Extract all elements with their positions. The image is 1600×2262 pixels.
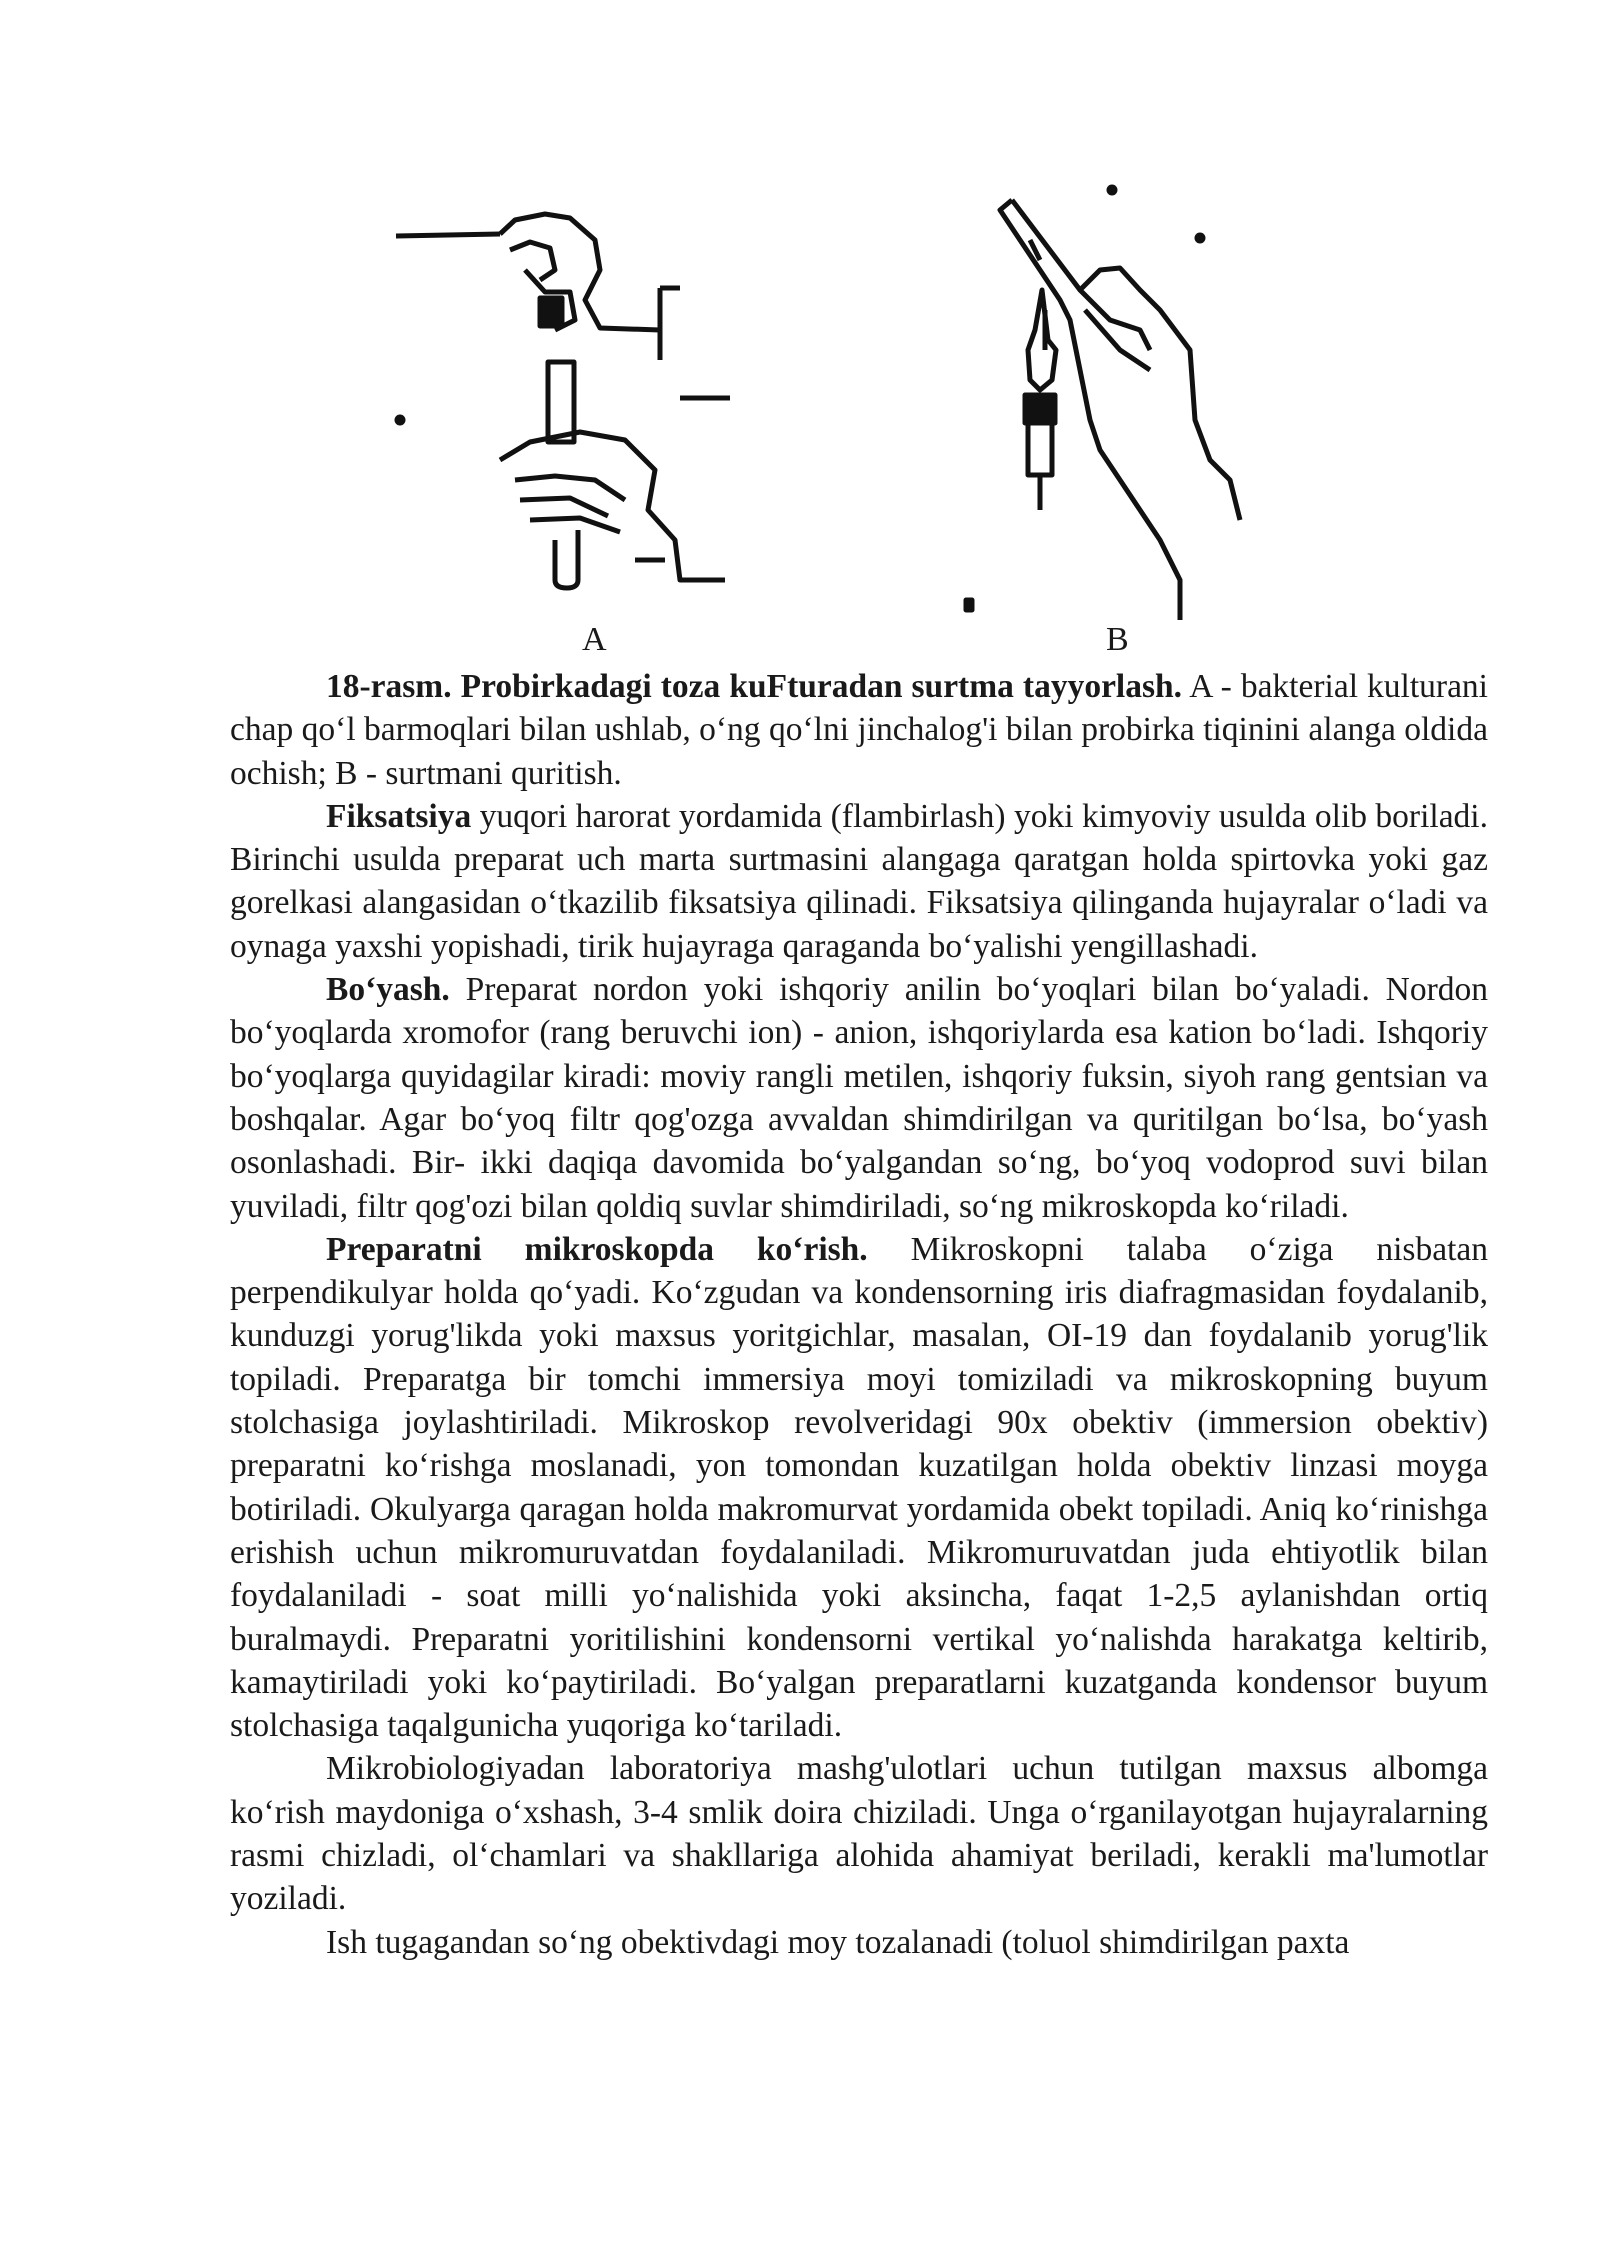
- figure-label-a: A: [582, 621, 607, 658]
- paragraph-ish-tugagandan: [230, 1921, 1488, 1964]
- figure-illustration: [380, 180, 1300, 620]
- paragraph-text: Mikrobiologiyadan laboratoriya mashg'ulotlari uchun tutilgan maxsus albomga ko‘rish maydoniga o‘xshash, 3-4 smlik doira chiziladi. Unga o‘rganilayotgan hujayralarning rasmi chizladi, ol‘chamlari va shakllariga alohida ahamiyat beriladi, kerakli ma'lumotlar yoziladi.: [230, 1750, 1488, 1918]
- figure-18: [380, 180, 1300, 620]
- paragraph-boyash: [230, 968, 1488, 1228]
- paragraph-lead: Bo‘yash.: [326, 971, 450, 1009]
- paragraph-text: yuqori harorat yordamida (flambirlash) yoki kimyoviy usulda olib boriladi. Birinchi usulda preparat uch marta surtmasini alangaga qaratgan holda spirtovka yoki gaz gorelkasi alangasidan o‘tkazilib fiksatsiya qilinadi. Fiksatsiya qilinganda hujayralar o‘ladi va oynaga yaxshi yopishadi, tirik hujayraga qaraganda bo‘yalishi yengillashadi.: [230, 797, 1488, 965]
- paragraph-fiksatsiya: [230, 795, 1488, 968]
- paragraph-text: Mikroskopni talaba o‘ziga nisbatan perpendikulyar holda qo‘yadi. Ko‘zgudan va kondensorning iris diafragmasidan foydalanib, kunduzgi yorug'likda yoki maxsus yoritgichlar, masalan, OI-19 dan foydalanib yorug'lik topiladi. Preparatga bir tomchi immersiya moyi tomiziladi va mikroskopning buyum stolchasiga joylashtiriladi. Mikroskop revolveridagi 90x obektiv (immersion obektiv) preparatni ko‘rishga moslanadi, yon tomondan kuzatilgan holda obektiv linzasi moyga botiriladi. Okulyarga qaragan holda makromurvat yordamida obekt topiladi. Aniq ko‘rinishga erishish uchun mikromuruvatdan foydalaniladi. Mikromuruvatdan juda ehtiyotlik bilan foydalaniladi - soat milli yo‘nalishida yoki aksincha, faqat 1-2,5 aylanishdan ortiq buralmaydi. Preparatni yoritilishini kondensorni vertikal yo‘nalishda harakatga keltirib, kamaytiriladi yoki ko‘paytiriladi. Bo‘yalgan preparatlarni kuzatganda kondensor buyum stolchasiga taqalgunicha yuqoriga ko‘tariladi.: [230, 1230, 1488, 1745]
- paragraph-albom: [230, 1747, 1488, 1920]
- figure-caption: [230, 665, 1488, 795]
- paragraph-text: Ish tugagandan so‘ng obektivdagi moy tozalanadi (toluol shimdirilgan paxta: [326, 1923, 1350, 1961]
- paragraph-lead: Fiksatsiya: [326, 797, 472, 835]
- caption-title: 18-rasm. Probirkadagi toza kuFturadan surtma tayyorlash.: [326, 668, 1183, 705]
- figure-label-b: B: [1106, 621, 1129, 658]
- drawing-b: [966, 187, 1240, 620]
- body-text: [230, 665, 1488, 1964]
- paragraph-lead: Preparatni mikroskopda ko‘rish.: [326, 1230, 868, 1268]
- paragraph-mikroskop: [230, 1228, 1488, 1748]
- paragraph-text: Preparat nordon yoki ishqoriy anilin bo‘yoqlari bilan bo‘yaladi. Nordon bo‘yoqlarda xromofor (rang beruvchi ion) - anion, ishqoriylarda esa kation bo‘ladi. Ishqoriy bo‘yoqlarga quyidagilar kiradi: moviy rangli metilen, ishqoriy fuksin, siyoh rang gentsian va boshqalar. Agar bo‘yoq filtr qog'ozga avvaldan shimdirilgan va quritilgan bo‘lsa, bo‘yash osonlashadi. Bir- ikki daqiqa davomida bo‘yalgandan so‘ng, bo‘yoq vodoprod suvi bilan yuviladi, filtr qog'ozi bilan qoldiq suvlar shimdiriladi, so‘ng mikroskopda ko‘riladi.: [230, 971, 1488, 1225]
- drawing-a: [396, 214, 730, 588]
- caption-text: A - bakterial kulturani chap qo‘l barmoqlari bilan ushlab, o‘ng qo‘lni jinchalog'i bilan probirka tiqinini alanga oldida ochish; B - surtmani quritish.: [230, 668, 1488, 792]
